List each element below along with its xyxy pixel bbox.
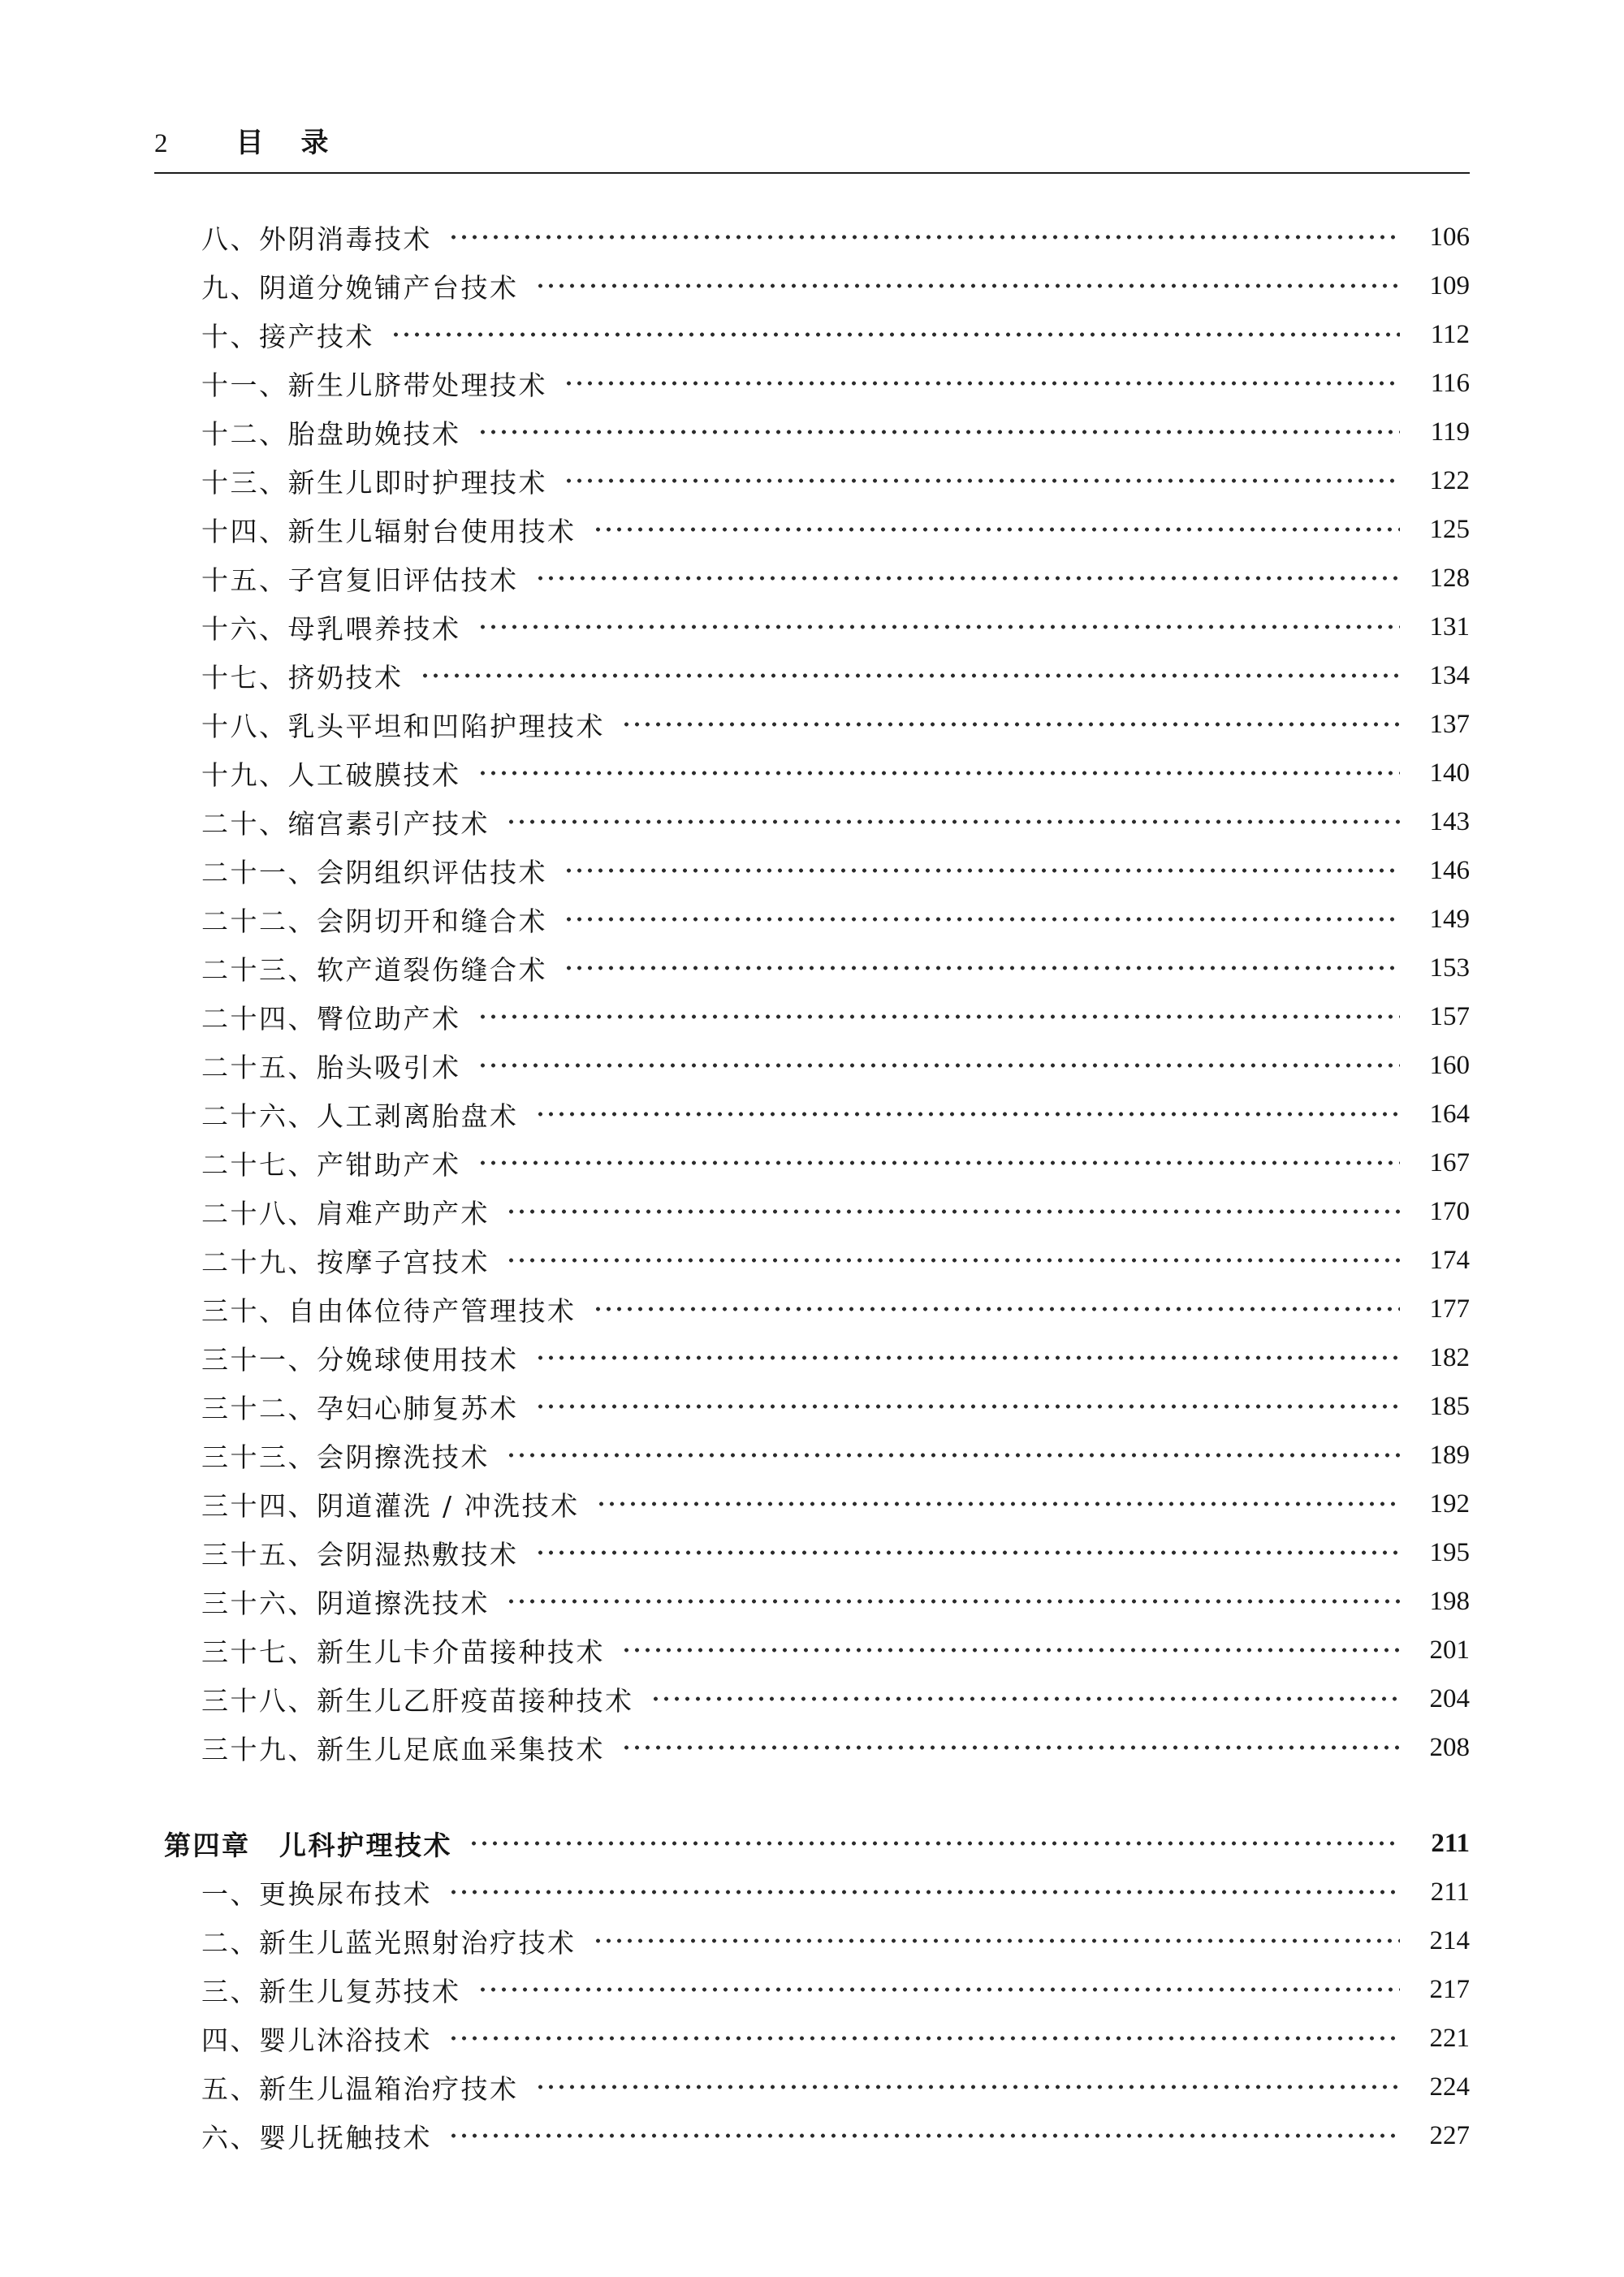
toc-entry-page: 170	[1429, 1196, 1470, 1226]
toc-entry	[154, 944, 1470, 992]
toc-entry-label: 三十、自由体位待产管理技术	[201, 1294, 577, 1327]
toc-entry-label: 十五、子宫复旧评估技术	[201, 564, 519, 596]
toc-entry	[154, 505, 1470, 554]
toc-entry	[154, 408, 1470, 456]
toc-entry-label: 九、阴道分娩铺产台技术	[201, 271, 519, 304]
toc-entry	[154, 2063, 1470, 2111]
toc-entry-page: 153	[1429, 953, 1470, 983]
toc-entry-label: 十六、母乳喂养技术	[201, 612, 461, 645]
toc-leader-dots	[621, 1645, 1400, 1655]
toc-entry-page: 195	[1429, 1537, 1470, 1567]
toc-entry	[154, 1333, 1470, 1382]
toc-entry	[154, 797, 1470, 846]
toc-entry-page: 167	[1429, 1147, 1470, 1177]
toc-leader-dots	[593, 525, 1401, 534]
toc-entry-page: 201	[1429, 1635, 1470, 1665]
toc-entry-label: 二十、缩宫素引产技术	[201, 807, 490, 840]
toc-entry	[154, 1528, 1470, 1577]
toc-entry	[154, 554, 1470, 603]
toc-entry-page: 157	[1429, 1001, 1470, 1031]
toc-entry-page: 221	[1429, 2023, 1470, 2053]
toc-entry	[154, 261, 1470, 310]
toc-leader-dots	[564, 378, 1400, 388]
toc-entry	[154, 1431, 1470, 1480]
toc-leader-dots	[448, 232, 1400, 242]
toc-entry	[154, 1965, 1470, 2014]
toc-entry-page: 122	[1429, 465, 1470, 495]
page-number: 2	[154, 129, 168, 158]
toc-entry	[154, 1090, 1470, 1138]
toc-entry-page: 128	[1429, 563, 1470, 593]
toc-entry	[154, 651, 1470, 700]
toc-entry	[154, 456, 1470, 505]
toc-entry-page: 125	[1429, 514, 1470, 544]
toc-entry-page: 198	[1429, 1586, 1470, 1616]
toc-entry	[154, 213, 1470, 261]
toc-entry	[154, 1480, 1470, 1528]
toc-entry-page: 146	[1429, 855, 1470, 885]
toc-entry	[154, 1187, 1470, 1236]
toc-entry-label: 三十二、孕妇心肺复苏术	[201, 1392, 519, 1424]
toc-entry-label: 二、新生儿蓝光照射治疗技术	[201, 1926, 577, 1959]
toc-entry	[154, 310, 1470, 359]
toc-leader-dots	[650, 1694, 1401, 1704]
toc-entry-label: 五、新生儿温箱治疗技术	[201, 2072, 519, 2105]
toc-entry	[154, 1626, 1470, 1674]
page-header	[154, 120, 1470, 159]
toc-leader-dots	[391, 330, 1400, 339]
toc-leader-dots	[535, 2082, 1401, 2092]
toc-entry	[154, 603, 1470, 651]
toc-entry-label: 二十一、会阴组织评估技术	[201, 856, 547, 888]
toc-leader-dots	[535, 1353, 1401, 1363]
toc-entry-page: 204	[1429, 1683, 1470, 1713]
toc-entry-label: 六、婴儿抚触技术	[201, 2121, 432, 2154]
toc-entry	[154, 1285, 1470, 1333]
toc-entry-label: 二十三、软产道裂伤缝合术	[201, 953, 547, 986]
toc-entry-page: 189	[1429, 1440, 1470, 1470]
toc-leader-dots	[535, 281, 1401, 291]
toc-entry-label: 二十八、肩难产助产术	[201, 1197, 490, 1229]
toc-entry-page: 143	[1429, 806, 1470, 836]
toc-leader-dots	[535, 1548, 1401, 1558]
toc-entry-label: 二十七、产钳助产术	[201, 1148, 461, 1181]
toc-entry	[154, 1577, 1470, 1626]
toc-leader-dots	[477, 427, 1401, 437]
toc-entry-page: 164	[1429, 1099, 1470, 1129]
toc-entry	[154, 846, 1470, 895]
toc-leader-dots	[506, 1255, 1400, 1265]
header-title: 目 录	[235, 127, 334, 159]
toc-entry-page: 177	[1429, 1294, 1470, 1324]
toc-entry-label: 八、外阴消毒技术	[201, 223, 432, 255]
toc-leader-dots	[477, 622, 1401, 632]
toc-entry-page: 182	[1429, 1342, 1470, 1372]
toc-entry-page: 174	[1429, 1245, 1470, 1275]
toc-entry-page: 134	[1429, 660, 1470, 690]
toc-entry-label: 二十六、人工剥离胎盘术	[201, 1100, 519, 1132]
toc-entry-label: 第四章 儿科护理技术	[164, 1829, 452, 1861]
toc-leader-dots	[621, 1743, 1400, 1752]
toc-entry-page: 208	[1429, 1732, 1470, 1762]
toc-entry	[154, 1819, 1470, 1868]
toc-entry-label: 二十二、会阴切开和缝合术	[201, 905, 547, 937]
toc-entry-page: 140	[1429, 758, 1470, 788]
toc-leader-dots	[477, 1012, 1401, 1022]
toc-leader-dots	[621, 719, 1400, 729]
toc-entry	[154, 2111, 1470, 2160]
toc-entry-label: 十七、挤奶技术	[201, 661, 404, 693]
toc-leader-dots	[448, 2131, 1400, 2141]
toc-entry	[154, 700, 1470, 749]
toc-leader-dots	[506, 1596, 1400, 1606]
toc-entry-page: 211	[1431, 1828, 1470, 1858]
toc-entry-label: 三十四、阴道灌洗 / 冲洗技术	[201, 1489, 580, 1522]
toc-entry	[154, 895, 1470, 944]
toc-entry-page: 224	[1429, 2072, 1470, 2102]
toc-leader-dots	[535, 1109, 1401, 1119]
toc-entry	[154, 992, 1470, 1041]
toc-entry-page: 227	[1429, 2120, 1470, 2150]
toc-entry-page: 160	[1429, 1050, 1470, 1080]
toc-entry-page: 211	[1430, 1877, 1470, 1907]
toc-leader-dots	[593, 1304, 1401, 1314]
toc-leader-dots	[448, 2033, 1400, 2043]
toc-leader-dots	[477, 1985, 1401, 1994]
toc-entry-label: 三十七、新生儿卡介苗接种技术	[201, 1635, 605, 1668]
toc-entry-label: 十四、新生儿辐射台使用技术	[201, 515, 577, 547]
toc-leader-dots	[506, 1207, 1400, 1216]
toc-leader-dots	[596, 1499, 1400, 1509]
toc-entry-page: 149	[1429, 904, 1470, 934]
toc-entry-page: 106	[1429, 222, 1470, 252]
toc-entry-label: 十八、乳头平坦和凹陷护理技术	[201, 710, 605, 742]
toc-entry-page: 185	[1429, 1391, 1470, 1421]
toc-leader-dots	[448, 1887, 1400, 1897]
toc-entry-page: 112	[1430, 319, 1470, 349]
toc-entry-label: 二十九、按摩子宫技术	[201, 1246, 490, 1278]
toc-leader-dots	[564, 914, 1400, 924]
toc-leader-dots	[477, 1061, 1401, 1070]
toc-entry-label: 三十三、会阴擦洗技术	[201, 1441, 490, 1473]
toc-leader-dots	[469, 1838, 1400, 1848]
toc-entry-label: 十一、新生儿脐带处理技术	[201, 369, 547, 401]
toc-leader-dots	[564, 866, 1400, 875]
toc-entry-page: 109	[1429, 270, 1470, 300]
toc-leader-dots	[564, 963, 1400, 973]
toc-entry-page: 217	[1429, 1974, 1470, 2004]
toc-entry-page: 137	[1429, 709, 1470, 739]
toc-entry-label: 二十四、臀位助产术	[201, 1002, 461, 1035]
toc-entry-page: 131	[1429, 611, 1470, 642]
toc-entry	[154, 1041, 1470, 1090]
toc-entry-label: 二十五、胎头吸引术	[201, 1051, 461, 1083]
toc-entry-label: 一、更换尿布技术	[201, 1877, 432, 1910]
toc-leader-dots	[564, 476, 1400, 486]
toc-entry	[154, 749, 1470, 797]
toc-entry	[154, 1236, 1470, 1285]
toc-entry-label: 十二、胎盘助娩技术	[201, 417, 461, 450]
toc-entry	[154, 1723, 1470, 1772]
toc-leader-dots	[535, 1402, 1401, 1411]
toc-leader-dots	[477, 1158, 1401, 1168]
toc-entry-page: 119	[1430, 417, 1470, 447]
toc-entry-label: 三、新生儿复苏技术	[201, 1975, 461, 2007]
toc-leader-dots	[506, 1450, 1400, 1460]
toc-entry-label: 十、接产技术	[201, 320, 374, 352]
toc-leader-dots	[535, 573, 1401, 583]
toc-entry-label: 三十八、新生儿乙肝疫苗接种技术	[201, 1684, 634, 1717]
toc-leader-dots	[593, 1936, 1401, 1946]
toc-entry-label: 三十九、新生儿足底血采集技术	[201, 1733, 605, 1765]
toc-entry	[154, 1138, 1470, 1187]
toc-entry-label: 三十六、阴道擦洗技术	[201, 1587, 490, 1619]
toc-entry-label: 十九、人工破膜技术	[201, 758, 461, 791]
toc-entry-label: 四、婴儿沐浴技术	[201, 2024, 432, 2056]
toc-entry	[154, 1382, 1470, 1431]
toc-entry-label: 十三、新生儿即时护理技术	[201, 466, 547, 499]
toc-entry-page: 116	[1430, 368, 1470, 398]
toc-list	[154, 174, 1470, 2160]
toc-entry	[154, 359, 1470, 408]
toc-entry	[154, 1916, 1470, 1965]
toc-entry-label: 三十一、分娩球使用技术	[201, 1343, 519, 1376]
toc-leader-dots	[506, 817, 1400, 827]
toc-entry	[154, 1674, 1470, 1723]
toc-leader-dots	[477, 768, 1401, 778]
toc-entry	[154, 2014, 1470, 2063]
toc-entry-label: 三十五、会阴湿热敷技术	[201, 1538, 519, 1571]
toc-entry-page: 192	[1429, 1488, 1470, 1519]
toc-leader-dots	[420, 671, 1401, 681]
toc-entry-page: 214	[1429, 1925, 1470, 1955]
toc-entry	[154, 1868, 1470, 1916]
